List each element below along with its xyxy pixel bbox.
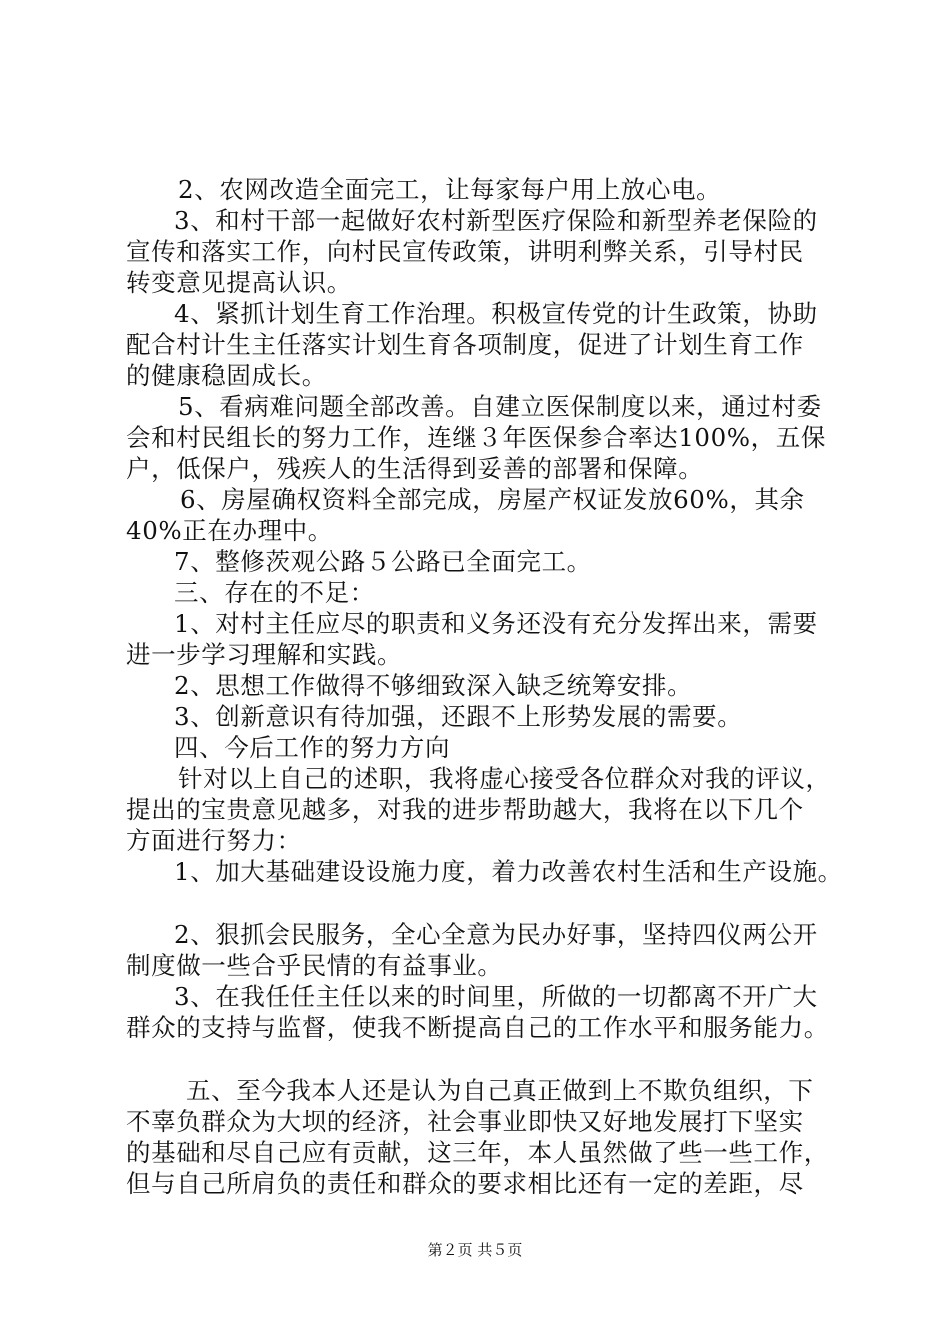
text-line: 1、加大基础建设设施力度，着力改善农村生活和生产设施。: [174, 857, 843, 886]
text-line: 会和村民组长的努力工作，连继３年医保参合率达100%，五保: [126, 423, 826, 452]
text-line: 2、思想工作做得不够细致深入缺乏统筹安排。: [174, 671, 693, 700]
text-line: 7、整修茨观公路５公路已全面完工。: [174, 547, 592, 576]
page-number: 第２页 共５页: [427, 1241, 523, 1259]
text-line: 1、对村主任应尽的职责和义务还没有充分发挥出来，需要: [174, 609, 818, 638]
text-line: 针对以上自己的述职，我将虚心接受各位群众对我的评议，: [178, 764, 831, 793]
section-heading: 五、至今我本人还是认为自己真正做到上不欺负组织，下: [186, 1076, 814, 1105]
text-line: 配合村计生主任落实计划生育各项制度，促进了计划生育工作: [126, 330, 804, 359]
text-line: 进一步学习理解和实践。: [126, 640, 403, 669]
text-line: 提出的宝贵意见越多，对我的进步帮助越大，我将在以下几个: [126, 795, 804, 824]
text-line: 的基础和尽自己应有贡献，这三年，本人虽然做了些一些工作，: [126, 1138, 829, 1167]
text-line: 6、房屋确权资料全部完成，房屋产权证发放60%，其余: [180, 485, 805, 514]
text-line: 3、创新意识有待加强，还跟不上形势发展的需要。: [174, 702, 743, 731]
text-line: 5、看病难问题全部改善。自建立医保制度以来，通过村委: [178, 392, 822, 421]
section-heading: 四、今后工作的努力方向: [174, 733, 451, 762]
text-line: 方面进行努力：: [126, 826, 302, 855]
text-line: 制度做一些合乎民情的有益事业。: [126, 951, 503, 980]
text-line: 转变意见提高认识。: [126, 268, 352, 297]
text-line: 宣传和落实工作，向村民宣传政策，讲明利弊关系，引导村民: [126, 237, 804, 266]
text-line: 4、紧抓计划生育工作治理。积极宣传党的计生政策，协助: [174, 299, 818, 328]
text-line: 户，低保户，残疾人的生活得到妥善的部署和保障。: [126, 454, 704, 483]
text-line: 但与自己所肩负的责任和群众的要求相比还有一定的差距，尽: [126, 1169, 804, 1198]
text-line: 3、在我任任主任以来的时间里，所做的一切都离不开广大: [174, 982, 818, 1011]
text-line: 不辜负群众为大坝的经济，社会事业即快又好地发展打下坚实: [126, 1107, 804, 1136]
text-line: 40%正在办理中。: [126, 516, 333, 545]
text-line: 2、狠抓会民服务，全心全意为民办好事，坚持四仪两公开: [174, 920, 818, 949]
text-line: 3、和村干部一起做好农村新型医疗保险和新型养老保险的: [174, 206, 818, 235]
text-line: 群众的支持与监督，使我不断提高自己的工作水平和服务能力。: [126, 1013, 829, 1042]
text-line: 2、农网改造全面完工，让每家每户用上放心电。: [178, 175, 722, 204]
section-heading: 三、存在的不足：: [174, 578, 375, 607]
text-line: 的健康稳固成长。: [126, 361, 327, 390]
